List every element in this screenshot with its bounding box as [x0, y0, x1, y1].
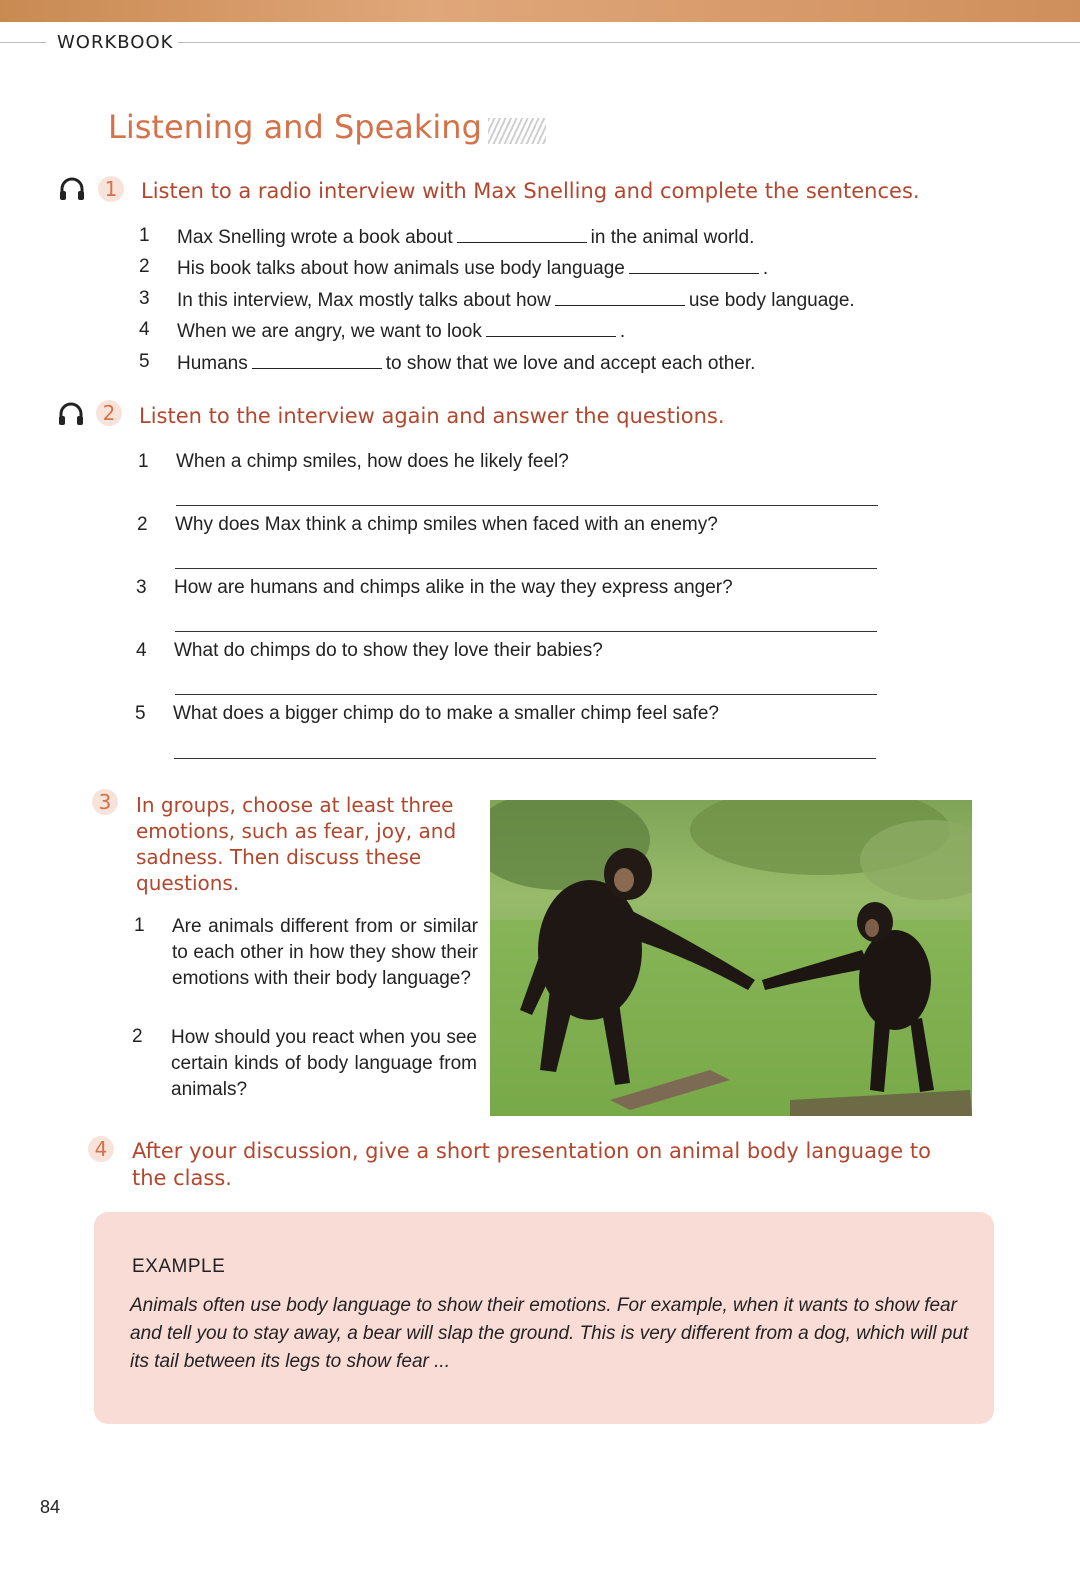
example-body: Animals often use body language to show their emotions. For example, when it wants to show fear and tell you to stay away, a bear will slap the ground. This is very different from a dog, which will put its tail between its legs to show fear ...	[130, 1295, 969, 1372]
question-text: Why does Max think a chimp smiles when faced with an enemy?	[175, 514, 718, 535]
question-text: How are humans and chimps alike in the way they express anger?	[174, 577, 733, 598]
task-2-number: 2	[96, 400, 122, 426]
header-rule	[178, 42, 1080, 43]
task-3-question-text: Are animals different from or similar to each other in how they show their emotions with their body language?	[172, 916, 478, 989]
section-title: Listening and Speaking	[108, 108, 482, 146]
item-number: 4	[139, 319, 150, 340]
example-title: EXAMPLE	[132, 1256, 226, 1277]
page-number: 84	[40, 1497, 61, 1517]
question-number: 3	[136, 577, 147, 598]
header-rule-left	[0, 42, 46, 43]
fill-blank[interactable]	[486, 318, 616, 337]
item-number: 5	[139, 351, 150, 372]
answer-line[interactable]	[174, 758, 876, 759]
fill-blank[interactable]	[457, 224, 587, 243]
item-text: His book talks about how animals use body language	[177, 258, 625, 279]
task-4-number: 4	[88, 1136, 114, 1162]
task-3-question-text: How should you react when you see certain kinds of body language from animals?	[171, 1027, 477, 1100]
question-text: When a chimp smiles, how does he likely feel?	[176, 451, 569, 472]
task-3-number: 3	[92, 789, 118, 815]
task-3-question-number: 1	[134, 915, 145, 936]
item-text-after: use body language.	[688, 290, 855, 311]
question-text: What do chimps do to show they love their babies?	[174, 640, 603, 661]
question-number: 2	[137, 514, 148, 535]
item-text-after: in the animal world.	[590, 227, 755, 248]
answer-line[interactable]	[175, 568, 877, 569]
title-hatch-decoration	[488, 118, 546, 144]
question-number: 1	[138, 451, 149, 472]
item-text: Max Snelling wrote a book about	[177, 227, 453, 248]
answer-line[interactable]	[176, 505, 878, 506]
task-2-instruction: Listen to the interview again and answer the questions.	[139, 404, 725, 428]
top-color-bar	[0, 0, 1080, 22]
question-number: 4	[136, 640, 147, 661]
headphones-icon	[57, 400, 85, 428]
item-text: When we are angry, we want to look	[177, 321, 482, 342]
task-1-instruction: Listen to a radio interview with Max Snelling and complete the sentences.	[141, 179, 920, 203]
item-text-after: to show that we love and accept each other.	[385, 353, 756, 374]
task-1-number: 1	[98, 176, 124, 202]
item-text-after: .	[619, 321, 626, 342]
question-number: 5	[135, 703, 146, 724]
item-text: Humans	[177, 353, 248, 374]
item-number: 1	[139, 225, 150, 246]
item-text-after: .	[762, 258, 769, 279]
item-number: 2	[139, 256, 150, 277]
chimpanzees-photo	[490, 800, 972, 1116]
task-3-question-number: 2	[132, 1026, 143, 1047]
item-number: 3	[139, 288, 150, 309]
fill-blank[interactable]	[629, 255, 759, 274]
fill-blank[interactable]	[252, 350, 382, 369]
answer-line[interactable]	[175, 631, 877, 632]
question-text: What does a bigger chimp do to make a smaller chimp feel safe?	[173, 703, 719, 724]
answer-line[interactable]	[175, 694, 877, 695]
task-3-instruction: In groups, choose at least three emotions, such as fear, joy, and sadness. Then discuss these questions.	[136, 793, 457, 895]
workbook-label: WORKBOOK	[57, 32, 174, 53]
fill-blank[interactable]	[555, 287, 685, 306]
headphones-icon	[58, 175, 86, 203]
item-text: In this interview, Max mostly talks about how	[177, 290, 551, 311]
task-4-instruction: After your discussion, give a short presentation on animal body language to the class.	[132, 1139, 931, 1190]
